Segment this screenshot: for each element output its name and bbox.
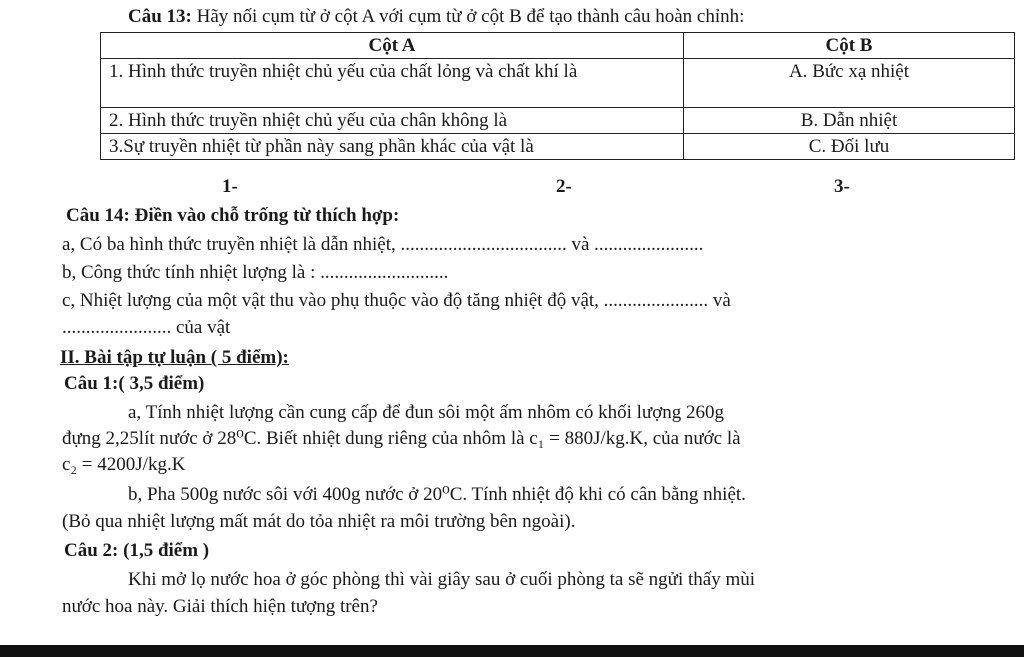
q1-part-a-line-1: a, Tính nhiệt lượng cần cung cấp để đun sôi một ấm nhôm có khối lượng 260g (128, 402, 724, 423)
column-b-item-a: A. Bức xạ nhiệt (684, 59, 1015, 108)
answer-slot-3: 3- (834, 176, 850, 197)
q14-line-a: a, Có ba hình thức truyền nhiệt là dẫn nhiệt, ................................... và ....................... (62, 234, 704, 255)
q2-line-1: Khi mở lọ nước hoa ở góc phòng thì vài giây sau ở cuối phòng ta sẽ ngửi thấy mùi (128, 569, 755, 590)
section-2-heading: II. Bài tập tự luận ( 5 điểm): (60, 347, 289, 368)
answer-slot-1: 1- (222, 176, 238, 197)
table-row (101, 134, 1015, 160)
column-b-item-c: C. Đối lưu (684, 134, 1015, 160)
matching-table (100, 32, 1015, 160)
table-header-row (101, 33, 1015, 59)
column-b-header: Cột B (684, 33, 1015, 59)
q1-part-a-line-2: đựng 2,25lít nước ở 28⁰C. Biết nhiệt dung riêng của nhôm là c₁ = 880J/kg.K, của nước là (62, 428, 741, 449)
table-row (101, 59, 1015, 108)
q13-label: Câu 13: (128, 6, 192, 27)
column-a-item-1: 1. Hình thức truyền nhiệt chủ yếu của chất lỏng và chất khí là (101, 59, 684, 108)
q1-part-a-line-3: c₂ = 4200J/kg.K (62, 454, 186, 475)
q1-part-b-line-1: b, Pha 500g nước sôi với 400g nước ở 20⁰C. Tính nhiệt độ khi có cân bằng nhiệt. (128, 484, 746, 505)
q13-prompt: Hãy nối cụm từ ở cột A với cụm từ ở cột B để tạo thành câu hoàn chỉnh: (196, 6, 745, 27)
q14-line-c-cont: ....................... của vật (62, 317, 231, 338)
q1-heading: Câu 1:( 3,5 điểm) (64, 373, 205, 394)
q14-line-c: c, Nhiệt lượng của một vật thu vào phụ thuộc vào độ tăng nhiệt độ vật, ...................... và (62, 290, 731, 311)
q1-part-b-line-2: (Bỏ qua nhiệt lượng mất mát do tỏa nhiệt ra môi trường bên ngoài). (62, 511, 576, 532)
column-a-item-2: 2. Hình thức truyền nhiệt chủ yếu của chân không là (101, 108, 684, 134)
q14-heading: Câu 14: Điền vào chỗ trống từ thích hợp: (66, 205, 400, 226)
column-b-item-b: B. Dẫn nhiệt (684, 108, 1015, 134)
column-a-item-3: 3.Sự truyền nhiệt từ phần này sang phần khác của vật là (101, 134, 684, 160)
question-13 (128, 6, 744, 28)
table-row (101, 108, 1015, 134)
q14-line-b: b, Công thức tính nhiệt lượng là : ........................... (62, 262, 449, 283)
column-a-header: Cột A (101, 33, 684, 59)
answer-slot-2: 2- (556, 176, 572, 197)
q2-line-2: nước hoa này. Giải thích hiện tượng trên? (62, 596, 378, 617)
q2-heading: Câu 2: (1,5 điểm ) (64, 540, 210, 561)
bottom-edge-bar (0, 645, 1024, 657)
